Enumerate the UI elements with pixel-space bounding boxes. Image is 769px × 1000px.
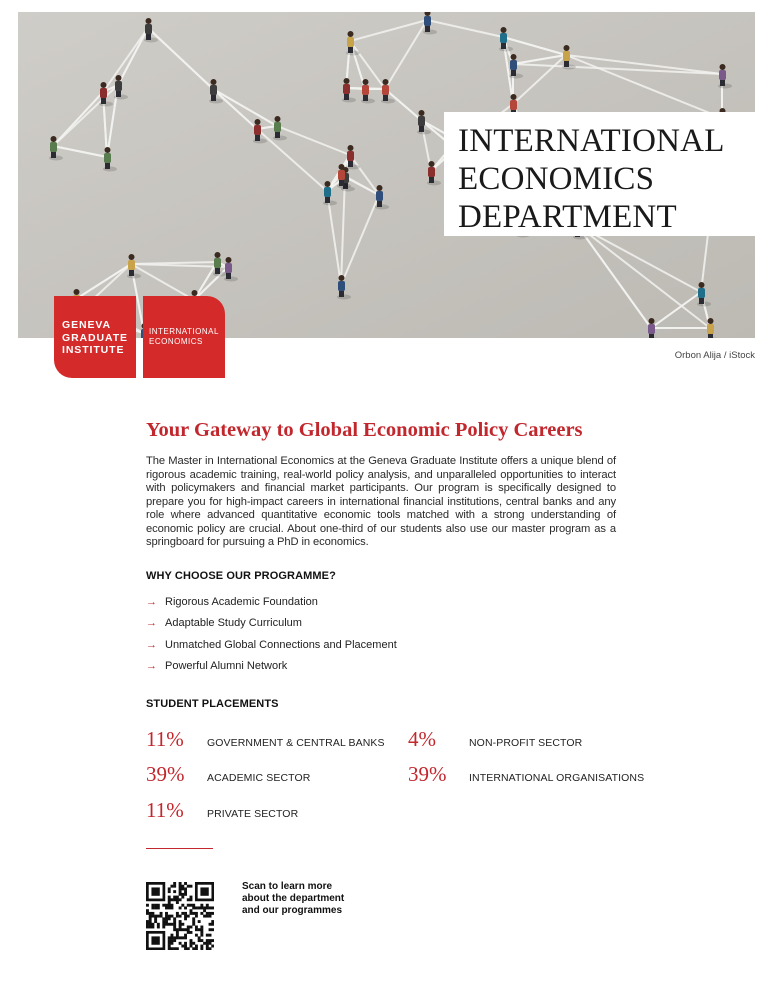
title-line-3: DEPARTMENT <box>458 199 677 235</box>
placement-percent: 11% <box>146 727 184 751</box>
arrow-right-icon: → <box>146 595 157 608</box>
placement-stat-nonprofit <box>408 727 582 752</box>
dept-logo-line-2: ECONOMICS <box>149 337 203 346</box>
dept-logo-line-1: INTERNATIONAL <box>149 327 219 336</box>
qr-caption-line-1: Scan to learn more <box>242 881 333 892</box>
placement-stat-international-orgs <box>408 762 644 787</box>
why-choose-list <box>146 591 397 677</box>
logo-line-2: GRADUATE <box>62 331 128 344</box>
placement-percent: 39% <box>408 762 447 786</box>
list-item <box>146 591 397 613</box>
list-item-label: Powerful Alumni Network <box>165 660 288 673</box>
list-item-label: Adaptable Study Curriculum <box>165 617 302 630</box>
placement-label: INTERNATIONAL ORGANISATIONS <box>469 772 645 784</box>
qr-caption <box>242 881 362 917</box>
placement-stat-academic <box>146 762 310 787</box>
placement-percent: 39% <box>146 762 185 786</box>
department-title <box>444 112 755 236</box>
logo-line-1: GENEVA <box>62 319 111 331</box>
list-item <box>146 634 397 656</box>
title-line-2: ECONOMICS <box>458 161 655 197</box>
placement-stat-government <box>146 727 385 752</box>
intro-paragraph: The Master in International Economics at the Geneva Graduate Institute offers a unique blend of rigorous academic training, real-world policy analysis, and unparalleled opportunities to interact with policymakers and financial market participants. Our program is specifically designed to prepare you for high-impact careers in international financial institutions, central banks and any role where advanced quantitative economic tools matched with a strong understanding of economic policy are crucial. About one-third of our students also use our master program as a springboard for pursuing a PhD in economics. <box>146 455 616 548</box>
list-item <box>146 613 397 635</box>
title-line-1: INTERNATIONAL <box>458 123 725 159</box>
arrow-right-icon: → <box>146 660 157 673</box>
placement-stat-private <box>146 798 298 823</box>
list-item <box>146 656 397 678</box>
list-item-label: Unmatched Global Connections and Placement <box>165 638 397 651</box>
placement-label: ACADEMIC SECTOR <box>207 772 311 784</box>
placement-percent: 4% <box>408 727 436 751</box>
logo-line-3: INSTITUTE <box>62 344 125 356</box>
qr-caption-line-2: about the department <box>242 893 345 904</box>
qr-code[interactable] <box>146 882 214 950</box>
placement-label: PRIVATE SECTOR <box>207 808 299 820</box>
why-choose-title: WHY CHOOSE OUR PROGRAMME? <box>146 570 336 582</box>
placement-label: NON-PROFIT SECTOR <box>469 737 583 749</box>
student-placements-title: STUDENT PLACEMENTS <box>146 698 279 710</box>
geneva-graduate-institute-logo[interactable] <box>54 296 136 378</box>
arrow-right-icon: → <box>146 617 157 630</box>
placement-label: GOVERNMENT & CENTRAL BANKS <box>207 737 385 749</box>
photo-credit: Orbon Alija / iStock <box>674 350 755 361</box>
placement-percent: 11% <box>146 798 184 822</box>
headline: Your Gateway to Global Economic Policy Careers <box>146 419 583 441</box>
international-economics-logo <box>143 296 225 378</box>
qr-caption-line-3: and our programmes <box>242 905 343 916</box>
list-item-label: Rigorous Academic Foundation <box>165 595 318 608</box>
divider <box>146 848 213 849</box>
arrow-right-icon: → <box>146 638 157 651</box>
